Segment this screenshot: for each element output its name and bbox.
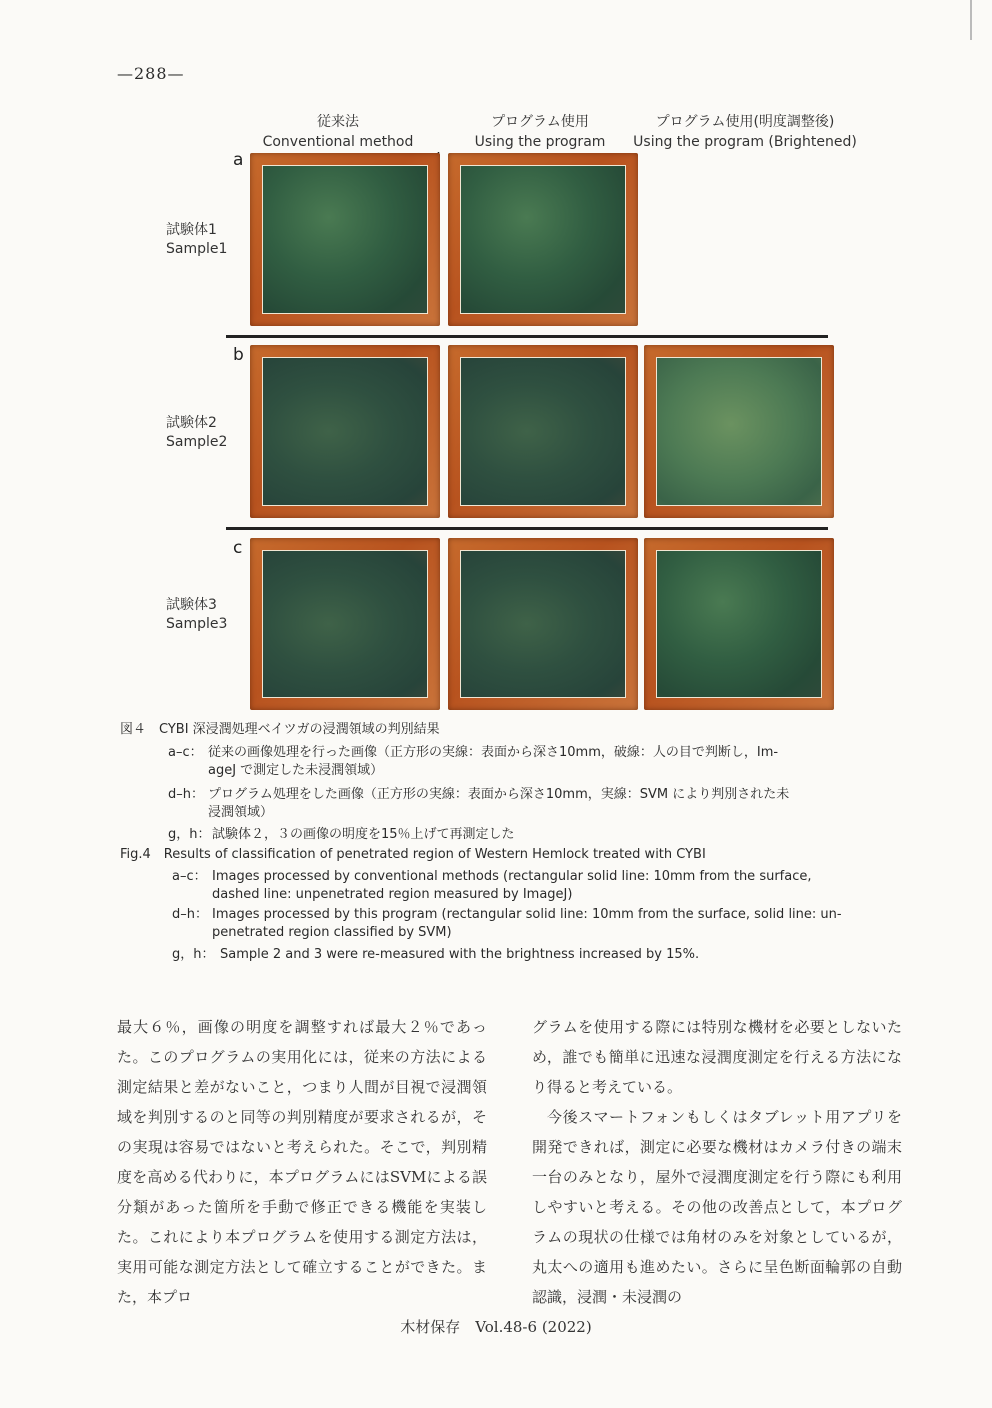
specimen-region [460, 550, 626, 698]
caption-ja-ac [168, 744, 902, 780]
caption-ja-ac-line2: ageJ で測定した未浸潤領域） [208, 763, 384, 778]
panel-letter-a: a [233, 150, 244, 170]
header-conventional [248, 112, 428, 152]
row-label-sample1-en: Sample1 [166, 241, 228, 257]
specimen-region [262, 165, 428, 314]
specimen-image-a [250, 153, 440, 326]
caption-en-gh [172, 946, 904, 964]
specimen-region [460, 165, 626, 314]
body-column-left [117, 1012, 487, 1312]
caption-ja-gh-text: 試験体２，３の画像の明度を15％上げて再測定した [212, 827, 515, 842]
header-program [455, 112, 625, 152]
specimen-image-e [448, 345, 638, 518]
row-label-sample3-ja: 試験体3 [166, 597, 217, 613]
panel-letter-c: c [233, 538, 243, 558]
header-program-ja: プログラム使用 [491, 114, 589, 130]
caption-en-gh-label: g，h： [172, 947, 215, 962]
row-label-sample2-en: Sample2 [166, 434, 228, 450]
caption-en-dh-line2: penetrated region classified by SVM) [212, 925, 452, 940]
caption-ja-dh [168, 786, 902, 822]
header-conventional-ja: 従来法 [317, 114, 359, 130]
caption-en-ac-line2: dashed line: unpenetrated region measured by ImageJ) [212, 887, 573, 902]
caption-ja-ac-label: a–c： [168, 745, 203, 760]
row-divider-1 [226, 335, 828, 338]
row-label-sample2-ja: 試験体2 [166, 415, 217, 431]
header-conventional-en: Conventional method [262, 134, 414, 150]
specimen-region [460, 357, 626, 506]
caption-en-dh-label: d–h： [172, 907, 208, 922]
header-brightened-ja: プログラム使用(明度調整後) [655, 114, 835, 130]
caption-ja-dh-line2: 浸潤領域） [208, 805, 274, 820]
specimen-region [262, 357, 428, 506]
header-brightened-en: Using the program (Brightened) [633, 134, 857, 150]
specimen-image-f [448, 538, 638, 710]
specimen-image-b [250, 345, 440, 518]
caption-en-dh [172, 906, 904, 942]
journal-footer: 木材保存 Vol.48-6 (2022) [400, 1318, 592, 1336]
caption-ja-dh-label: d–h： [168, 787, 204, 802]
caption-en-ac-line1: Images processed by conventional methods (rectangular solid line: 10mm from the surface, [212, 869, 812, 884]
caption-en-dh-line1: Images processed by this program (rectangular solid line: 10mm from the surface, solid line: un- [212, 907, 842, 922]
specimen-image-c [250, 538, 440, 710]
specimen-region [656, 550, 822, 698]
row-label-sample1-ja: 試験体1 [166, 222, 217, 238]
caption-en-gh-text: Sample 2 and 3 were re-measured with the brightness increased by 15%. [220, 947, 700, 962]
header-brightened [624, 112, 866, 152]
row-label-sample1 [166, 221, 227, 259]
caption-ja-gh [168, 826, 902, 844]
caption-ja-gh-label: g，h： [168, 827, 211, 842]
panel-letter-b: b [233, 345, 244, 365]
page-number: —288— [117, 64, 185, 83]
specimen-image-d [448, 153, 638, 326]
caption-en-ac-label: a–c： [172, 869, 207, 884]
specimen-image-h [644, 538, 834, 710]
caption-ja-dh-line1: プログラム処理をした画像（正方形の実線：表面から深さ10mm，実線：SVM により判別された未 [208, 787, 790, 802]
header-program-en: Using the program [474, 134, 606, 150]
body-left-paragraph: 最大６％，画像の明度を調整すれば最大２％であった。このプログラムの実用化には，従来の方法による測定結果と差がないこと，つまり人間が目視で浸潤領域を判別するのと同等の判別精度が要求されるが，その実現は容易ではないと考えられた。そこで，判別精度を高める代わりに，本プログラムにはSVMによる誤分類があった箇所を手動で修正できる機能を実装した。これにより本プログラムを使用する測定方法は，実用可能な測定方法として確立することができた。また，本プロ [117, 1018, 487, 1306]
body-right-paragraph-2: 今後スマートフォンもしくはタブレット用アプリを開発できれば，測定に必要な機材はカメラ付きの端末一台のみとなり，屋外で浸潤度測定を行う際にも利用しやすいと考える。その他の改善点として，本プログラムの現状の仕様では角材のみを対象としているが，丸太への適用も進めたい。さらに呈色断面輪郭の自動認識，浸潤・未浸潤の [532, 1108, 902, 1306]
row-label-sample3 [166, 596, 227, 634]
caption-ja-ac-line1: 従来の画像処理を行った画像（正方形の実線：表面から深さ10mm，破線：人の目で判断し，Im- [208, 745, 779, 760]
caption-en-ac [172, 868, 904, 904]
row-divider-2 [226, 527, 828, 530]
scan-edge-mark [970, 0, 972, 40]
caption-ja-title: 図４ CYBI 深浸潤処理ベイツガの浸潤領域の判別結果 [120, 722, 440, 737]
specimen-region [656, 357, 822, 506]
body-column-right [532, 1012, 902, 1312]
specimen-image-g [644, 345, 834, 518]
body-right-paragraph-1: グラムを使用する際には特別な機材を必要としないため，誰でも簡単に迅速な浸潤度測定を行える方法になり得ると考えている。 [532, 1018, 902, 1096]
row-label-sample2 [166, 414, 227, 452]
caption-en-title: Fig.4 Results of classification of penetrated region of Western Hemlock treated with CYBI [120, 847, 706, 862]
specimen-region [262, 550, 428, 698]
row-label-sample3-en: Sample3 [166, 616, 228, 632]
